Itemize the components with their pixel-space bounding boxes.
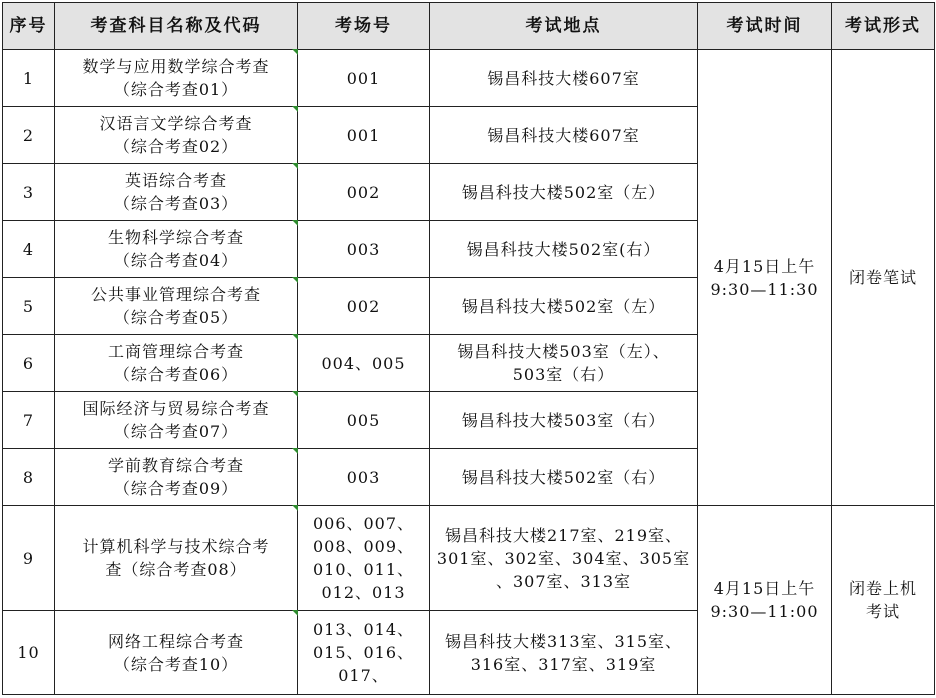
location-cell [430, 278, 698, 335]
table-row [3, 506, 935, 611]
exam-form-cell [832, 50, 935, 506]
subject-cell-line: 汉语言文学综合考查 [99, 114, 253, 133]
room-cell [298, 335, 430, 392]
location-cell [430, 50, 698, 107]
location-cell-line: 503室（右） [512, 365, 615, 384]
location-cell [430, 221, 698, 278]
room-cell-line: 013、014、 [312, 620, 415, 639]
room-cell [298, 611, 430, 695]
room-cell-line: 004、005 [321, 353, 406, 373]
location-cell-line: 、307室、313室 [495, 571, 632, 591]
exam-form-cell-line: 闭卷笔试 [848, 268, 917, 287]
exam-time-cell-line: 4月15日上午 [713, 256, 816, 276]
location-cell-line: 锡昌科技大楼502室（左） [461, 182, 666, 202]
subject-cell-line: 计算机科学与技术综合考 [82, 537, 270, 556]
row-number: 2 [3, 107, 55, 164]
row-number: 10 [3, 611, 55, 695]
exam-time-cell [698, 506, 832, 695]
subject-cell-line: 公共事业管理综合考查 [90, 285, 261, 304]
room-cell-line: 015、016、 [312, 643, 415, 662]
room-cell [298, 50, 430, 107]
room-cell [298, 506, 430, 611]
room-cell-line: 003 [346, 467, 381, 487]
header-location: 考试地点 [430, 3, 698, 50]
header-form: 考试形式 [832, 3, 935, 50]
subject-cell [55, 50, 298, 107]
subject-cell-line: （综合考查03） [113, 194, 239, 213]
subject-cell-line: 学前教育综合考查 [107, 456, 244, 475]
exam-time-cell-line: 4月15日上午 [713, 579, 816, 598]
subject-cell-line: 国际经济与贸易综合考查 [82, 399, 270, 418]
exam-form-cell-line: 考试 [865, 602, 900, 621]
room-cell [298, 278, 430, 335]
subject-cell-line: （综合考查06） [113, 365, 239, 384]
location-cell [430, 392, 698, 449]
exam-time-cell [698, 50, 832, 506]
room-cell [298, 164, 430, 221]
location-cell-line: 锡昌科技大楼502室（左） [461, 296, 666, 316]
room-cell-line: 001 [346, 68, 381, 88]
table-body [3, 50, 935, 695]
subject-cell-line: 生物科学综合考查 [107, 228, 244, 247]
location-cell-line: 锡昌科技大楼502室（右） [461, 467, 666, 487]
subject-cell-line: （综合考查07） [113, 422, 239, 441]
row-number: 4 [3, 221, 55, 278]
location-cell-line: 锡昌科技大楼502室(右） [466, 239, 661, 259]
room-cell [298, 449, 430, 506]
room-cell-line: 001 [346, 125, 381, 145]
room-cell [298, 221, 430, 278]
location-cell-line: 301室、302室、304室、305室 [436, 548, 691, 568]
location-cell [430, 449, 698, 506]
row-number: 5 [3, 278, 55, 335]
room-cell [298, 392, 430, 449]
exam-form-cell [832, 506, 935, 695]
subject-cell-line: 网络工程综合考查 [107, 631, 244, 651]
room-cell-line: 010、011、 [312, 560, 415, 579]
location-cell [430, 611, 698, 695]
location-cell [430, 506, 698, 611]
header-row [3, 3, 935, 50]
subject-cell-line: 查（综合考查08） [105, 560, 247, 579]
exam-schedule-table [2, 2, 935, 695]
location-cell-line: 锡昌科技大楼503室（右） [461, 410, 666, 430]
room-cell-line: 003 [346, 239, 381, 259]
subject-cell-line: （综合考查01） [113, 80, 239, 99]
subject-cell [55, 221, 298, 278]
room-cell-line: 008、009、 [312, 537, 415, 556]
location-cell-line: 锡昌科技大楼607室 [487, 125, 640, 145]
header-subject: 考查科目名称及代码 [55, 3, 298, 50]
table-row [3, 50, 935, 107]
subject-cell-line: 数学与应用数学综合考查 [82, 57, 270, 76]
row-number: 6 [3, 335, 55, 392]
room-cell-line: 006、007、 [312, 514, 415, 533]
subject-cell [55, 107, 298, 164]
location-cell-line: 锡昌科技大楼503室（左）、 [457, 342, 670, 361]
subject-cell [55, 278, 298, 335]
subject-cell-line: （综合考查04） [113, 251, 239, 270]
room-cell-line: 002 [346, 296, 381, 316]
subject-cell [55, 335, 298, 392]
subject-cell-line: （综合考查05） [113, 308, 239, 327]
location-cell-line: 锡昌科技大楼607室 [487, 68, 640, 88]
header-time: 考试时间 [698, 3, 832, 50]
subject-cell [55, 164, 298, 221]
subject-cell-line: （综合考查09） [113, 479, 239, 498]
location-cell-line: 锡昌科技大楼217室、219室、 [444, 525, 683, 545]
room-cell-line: 017、 [338, 666, 389, 685]
location-cell [430, 107, 698, 164]
location-cell-line: 316室、317室、319室 [470, 654, 657, 674]
exam-form-cell-line: 闭卷上机 [848, 579, 917, 598]
row-number: 3 [3, 164, 55, 221]
row-number: 7 [3, 392, 55, 449]
exam-time-cell-line: 9:30—11:00 [710, 602, 819, 621]
subject-cell-line: 工商管理综合考查 [107, 342, 244, 361]
location-cell-line: 锡昌科技大楼313室、315室、 [444, 631, 683, 651]
room-cell-line: 012、013 [321, 583, 406, 602]
subject-cell [55, 449, 298, 506]
header-room: 考场号 [298, 3, 430, 50]
subject-cell [55, 506, 298, 611]
exam-time-cell-line: 9:30—11:30 [710, 279, 819, 299]
subject-cell-line: 英语综合考查 [124, 171, 227, 190]
row-number: 8 [3, 449, 55, 506]
header-no: 序号 [3, 3, 55, 50]
subject-cell [55, 392, 298, 449]
room-cell-line: 005 [346, 410, 381, 430]
room-cell-line: 002 [346, 182, 381, 202]
row-number: 9 [3, 506, 55, 611]
room-cell [298, 107, 430, 164]
subject-cell-line: （综合考查10） [113, 654, 239, 674]
subject-cell-line: （综合考查02） [113, 137, 239, 156]
location-cell [430, 335, 698, 392]
row-number: 1 [3, 50, 55, 107]
location-cell [430, 164, 698, 221]
subject-cell [55, 611, 298, 695]
